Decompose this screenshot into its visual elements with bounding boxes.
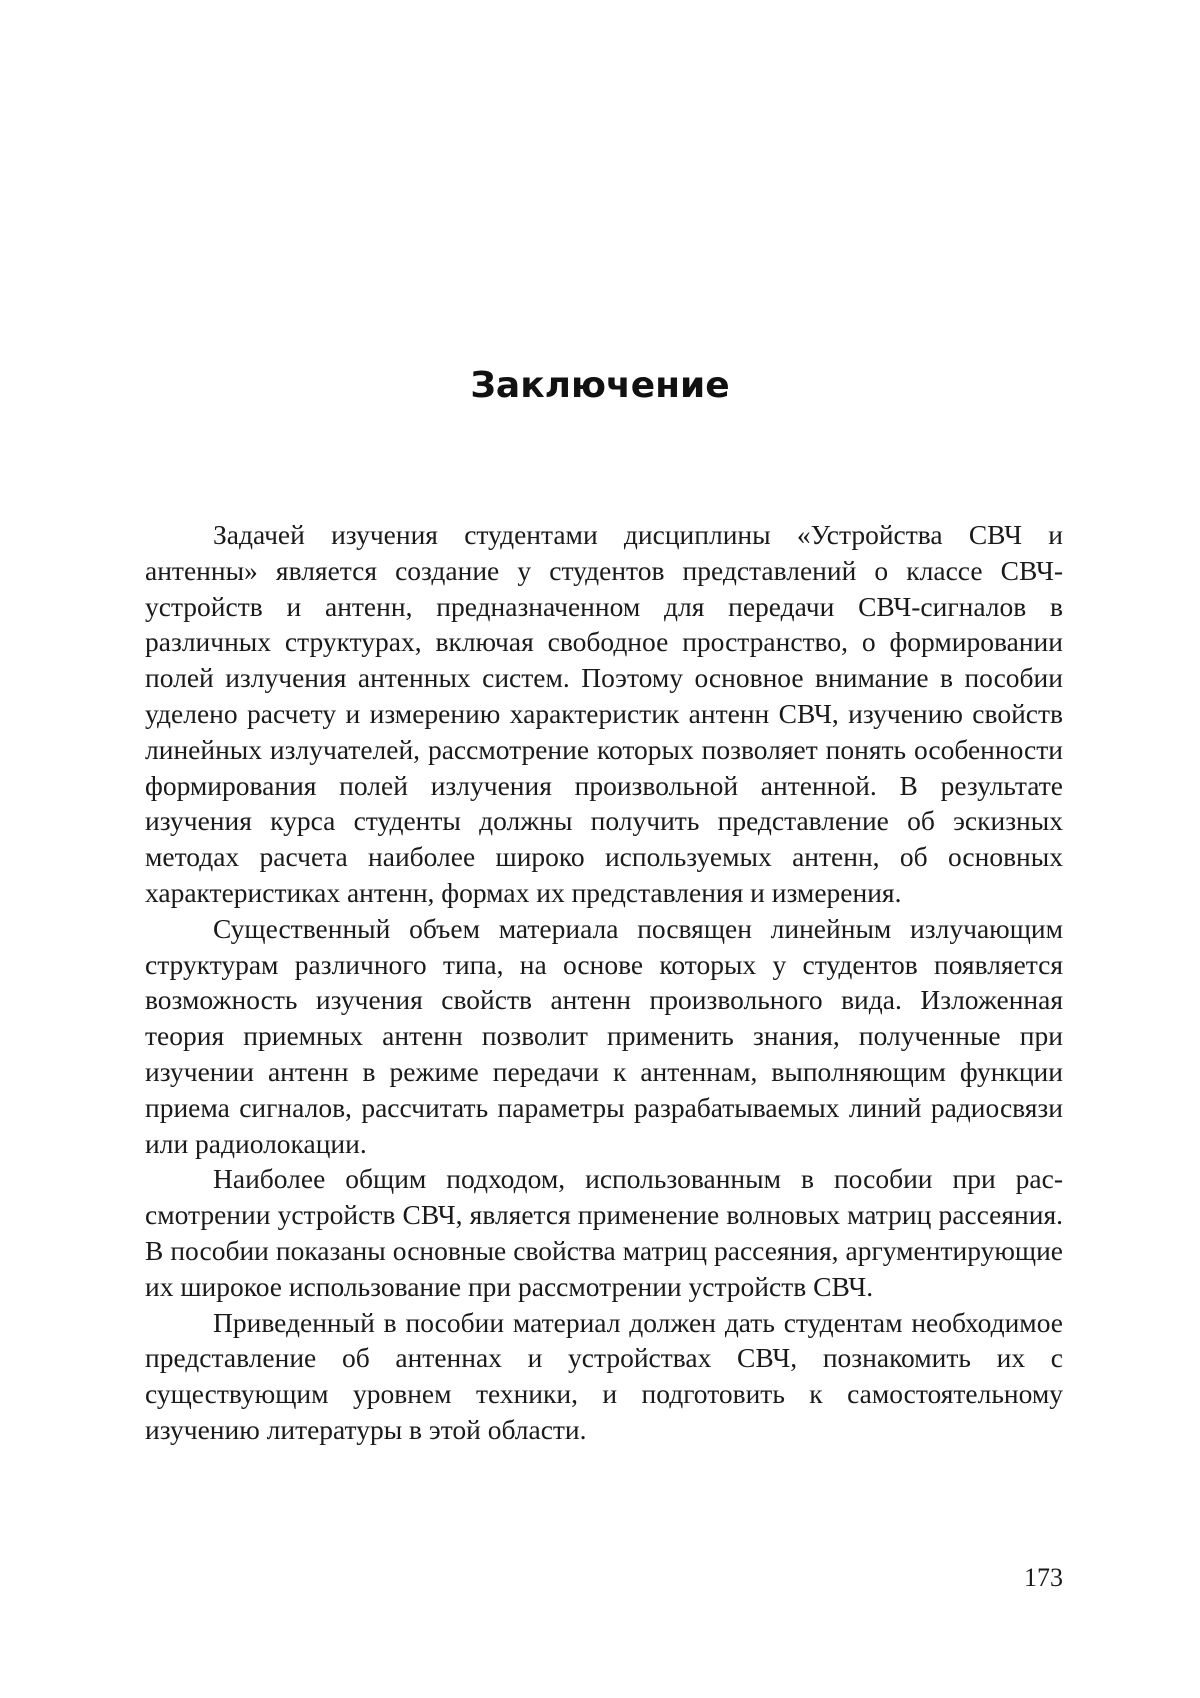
paragraph-4: Приведенный в пособии материал должен дать студентам необходимое представление об антеннах и устройствах СВЧ, познакомить их с существующим уровнем техники, и подготовить к самостоятельному изучению литературы в этой области. [145, 1306, 1063, 1445]
paragraph-3: Наиболее общим подходом, использованным в пособии при рассмотрении устройств СВЧ, является применение волновых матриц рассеяния. В пособии показаны основные свойства матриц рассеяния, аргументирующие их широкое использование при рассмотрении устройств СВЧ. [145, 1163, 1063, 1302]
body-text [145, 517, 1063, 1448]
paragraph-2: Существенный объем материала посвящен линейным излучающим структурам различного типа, на основе которых у студентов появляется возможность изучения свойств антенн произвольного вида. Изложенная теория приемных антенн позволит применить знания, полученные при изучении антенн в режиме передачи к антеннам, выполняющим функции приема сигналов, рассчитать параметры разрабатываемых линий радиосвязи или радиолокации. [145, 912, 1063, 1159]
page-title: Заключение [470, 365, 730, 406]
paragraph-1: Задачей изучения студентами дисциплины «Устройства СВЧ и антенны» является создание у студентов представлений о классе СВЧ-устройств и антенн, предназначенном для передачи СВЧ-сигналов в различных структурах, включая свободное пространство, о формировании полей излучения антенных систем. Поэтому основное внимание в пособии уделено расчету и измерению характеристик антенн СВЧ, изучению свойств линейных излучателей, рассмотрение которых позволяет понять особенности формирования полей излучения произвольной антенной. В результате изучения курса студенты должны получить представление об эскизных методах расчета наиболее широко используемых антенн, об основных характеристиках антенн, формах их представления и измерения. [145, 519, 1063, 908]
page-number: 173 [1024, 1563, 1063, 1592]
